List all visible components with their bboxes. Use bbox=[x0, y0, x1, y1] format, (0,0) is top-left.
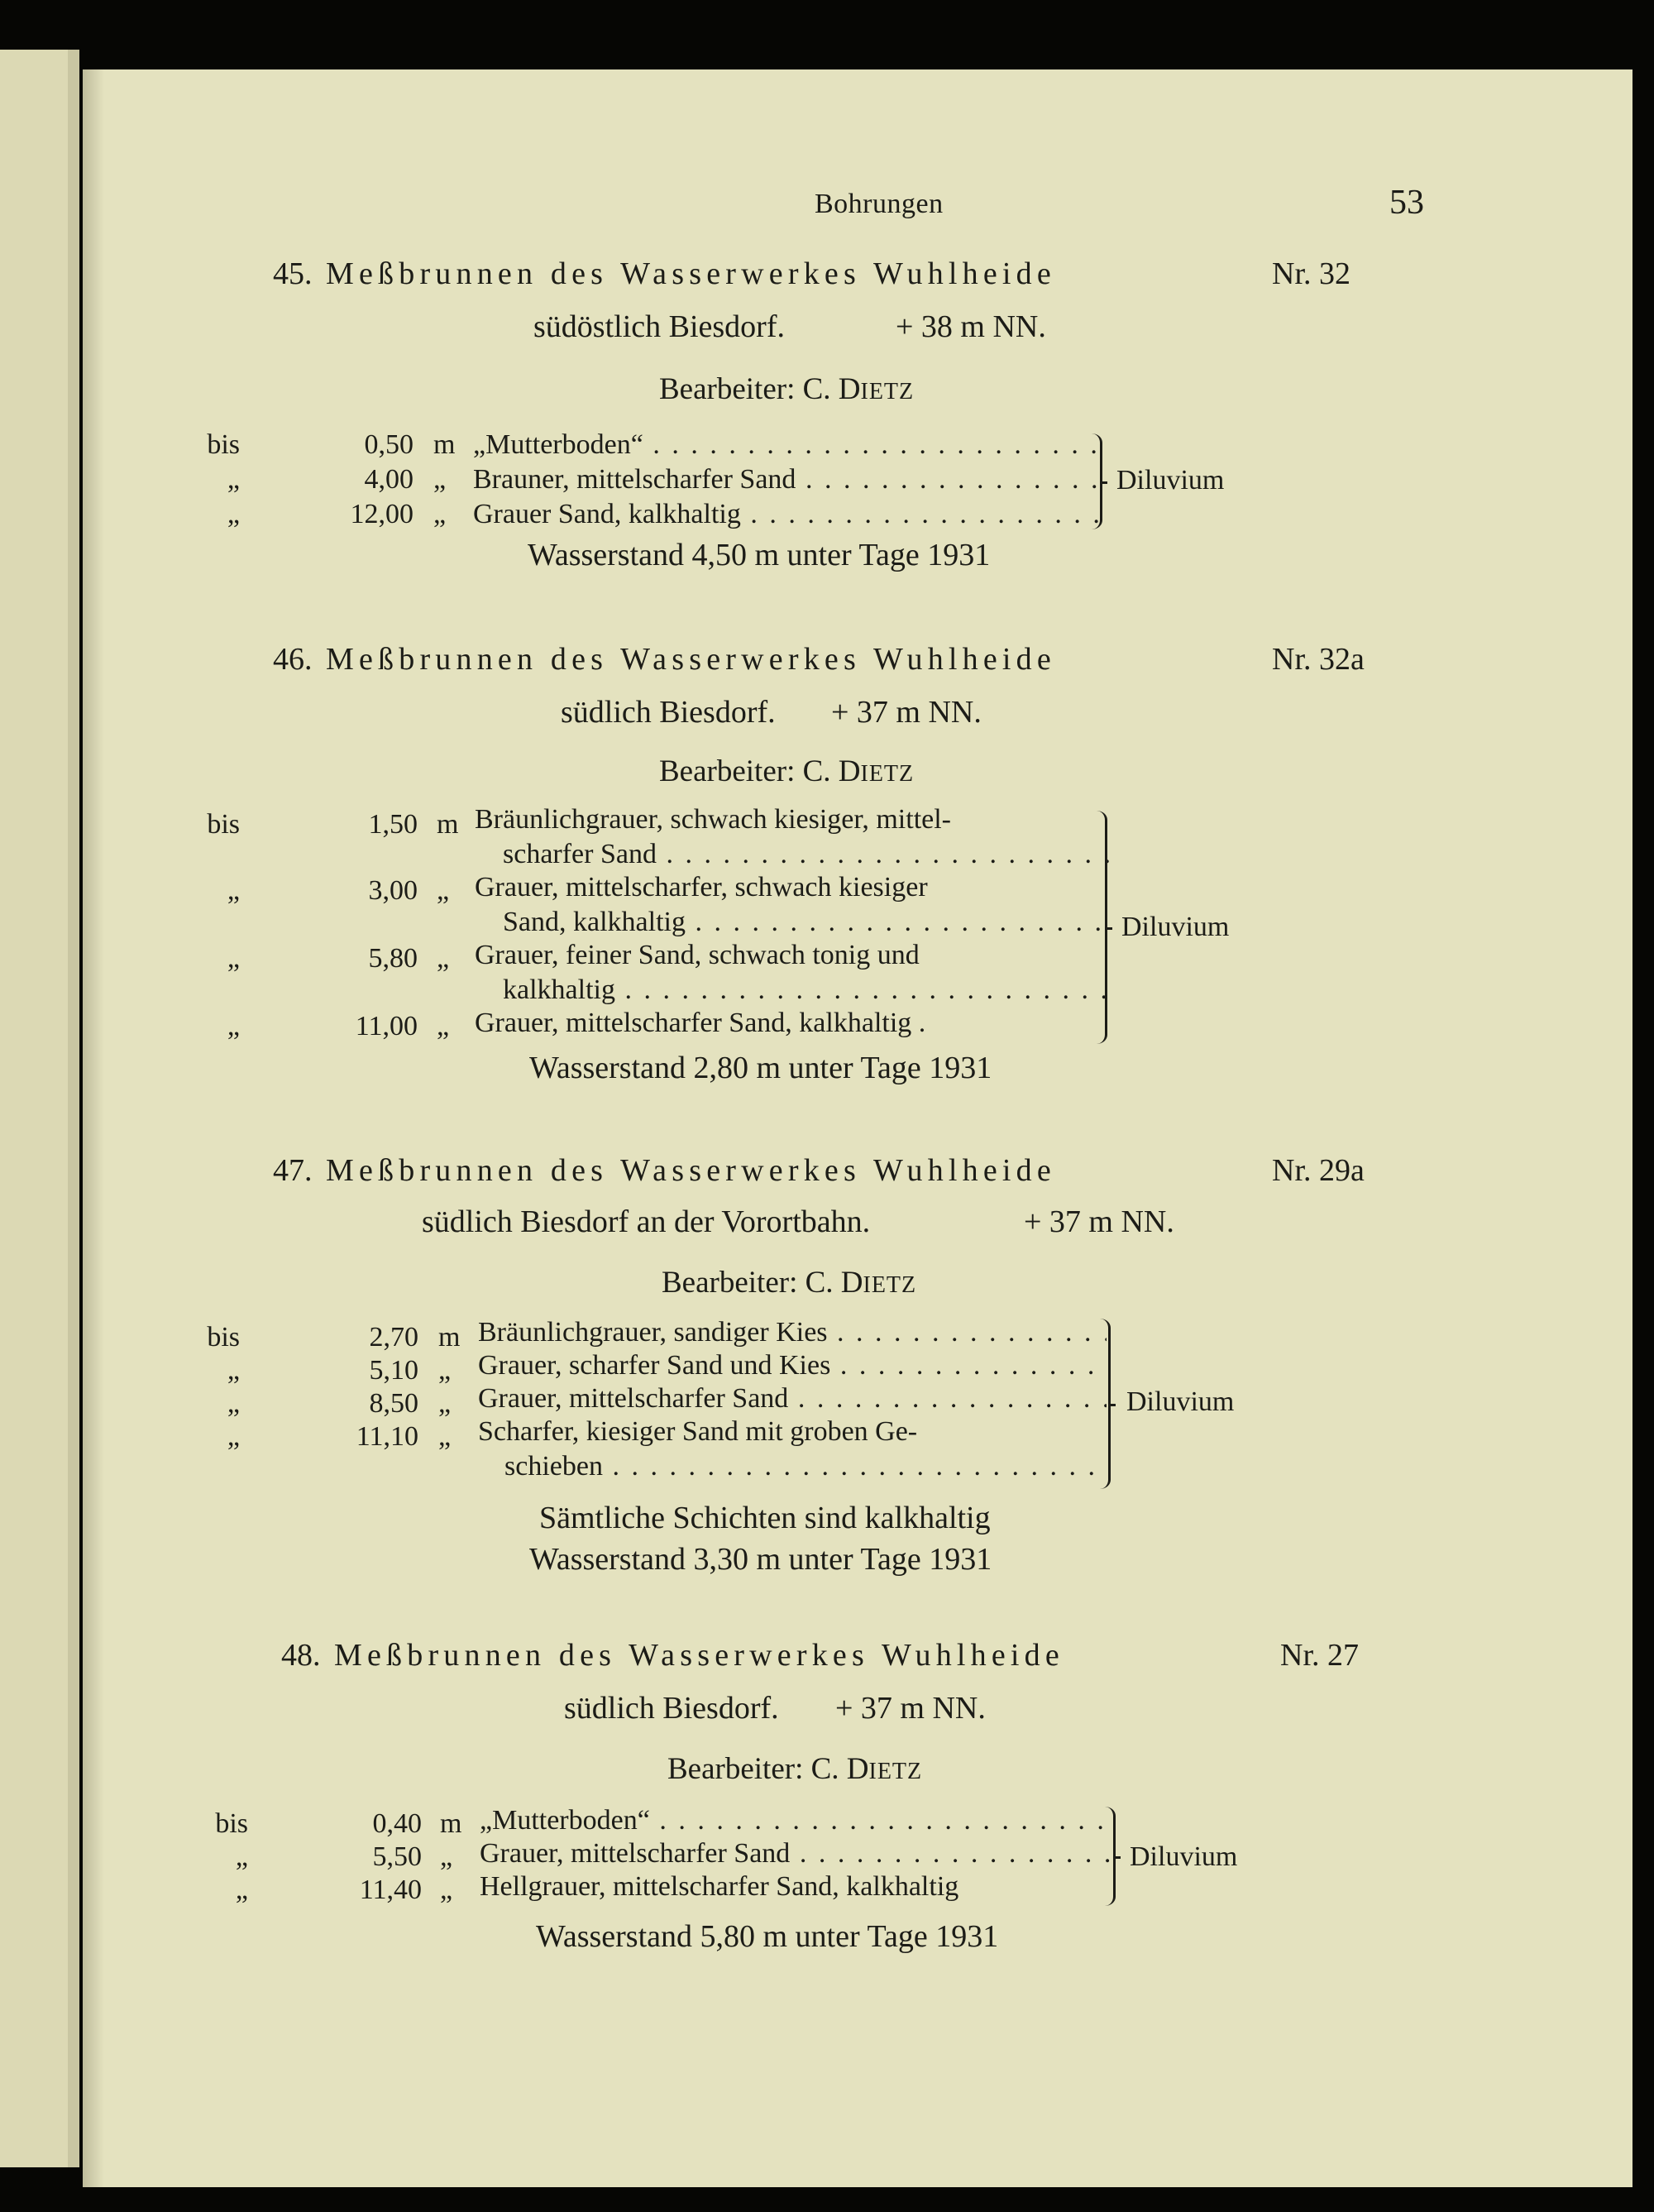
entry-well-nr: Nr. 32a bbox=[1272, 642, 1365, 677]
entry-location: südlich Biesdorf. bbox=[564, 1691, 779, 1726]
entry-location: südlich Biesdorf. bbox=[561, 695, 776, 730]
entry-number: 45. bbox=[273, 256, 313, 291]
stratigraphy-label: Diluvium bbox=[1130, 1841, 1238, 1872]
entry-well-nr: Nr. 29a bbox=[1272, 1153, 1365, 1188]
entry-elevation: + 37 m NN. bbox=[1024, 1204, 1174, 1239]
water-level: Wasserstand 2,80 m unter Tage 1931 bbox=[529, 1051, 992, 1085]
entry-heading: 47. Meßbrunnen des Wasserwerkes Wuhlheide bbox=[273, 1153, 1056, 1188]
stratigraphy-brace bbox=[1105, 1807, 1116, 1906]
entry-heading bbox=[273, 258, 1056, 290]
stratigraphy-brace bbox=[1100, 1319, 1111, 1489]
previous-page-edge bbox=[0, 50, 68, 2167]
page-number: 53 bbox=[1389, 184, 1424, 222]
entry-location: südöstlich Biesdorf. bbox=[533, 309, 785, 344]
entry-location: südlich Biesdorf an der Vorortbahn. bbox=[422, 1204, 871, 1239]
entry-well-nr: Nr. 32 bbox=[1272, 256, 1350, 291]
entry-elevation: + 37 m NN. bbox=[835, 1691, 986, 1726]
water-level: Wasserstand 3,30 m unter Tage 1931 bbox=[529, 1542, 992, 1577]
stratigraphy-brace bbox=[1097, 811, 1107, 1044]
note: Sämtliche Schichten sind kalkhaltig bbox=[539, 1501, 991, 1535]
water-level: Wasserstand 5,80 m unter Tage 1931 bbox=[536, 1919, 999, 1954]
water-level: Wasserstand 4,50 m unter Tage 1931 bbox=[528, 538, 991, 572]
book-page: Bohrungen 53 45. Meßbrunnen des Wasserwerkes Wuhlheide Nr. 32 südöstlich Biesdorf. + 38 m NN. Bearbeiter: C. DIETZ bis 0,50 m „Mutterboden“ . . . „ 4,00 „ Brauner, mittelscharfer Sand . . . „ 12,00 „ Grauer Sand, kalkhaltig . . . Diluvium Wasserstand 4,50 m unter Tage 1931 46. Meßbrunnen des Wasserwerkes Wuhlheide Nr. 32a südlich Biesdorf. + 37 m NN. Bearbeiter: C. DIETZ bis 1,50 m Bräunlichgrauer, schwach kiesiger, mittel- scharfer Sand . . . „ 3,00 „ Grauer, mittelscharfer, schwach kiesiger Sand, kalkhaltig . . . „ 5,80 „ Grauer, feiner Sand, schwach tonig und kalkhaltig . . . „ 11,00 „ Grauer, mittelscharfer Sand, kalkhaltig . Diluvium Wasserstand 2,80 m unter Tage 1931 47. Meßbrunnen des Wasserwerkes Wuhlheide Nr. 29a südlich Biesdorf an der Vorortbahn. + 37 m NN. Bearbeiter: C. DIETZ bis 2,70 m Bräunlichgrauer, sandiger Kies . . . „ 5,10 „ Grauer, scharfer Sand und Kies . . . „ 8,50 „ Grauer, mittelscharfer Sand . . . „ 11,10 „ Scharfer, kiesiger Sand mit groben Ge- schieben . . . Diluvium Sämtliche Schichten sind kalkhaltig Wasserstand 3,30 m unter Tage 1931 48. Meßbrunnen des Wasserwerkes Wuhlheide Nr. 27 südlich Biesdorf. + 37 m NN. Bearbeiter: C. DIETZ bis 0,40 m „Mutterboden“ . . . „ 5,50 „ Grauer, mittelscharfer Sand . . . „ 11,40 „ Hellgrauer, mittelscharfer Sand, kalkhaltig Diluvium Wasserstand 5,80 m unter Tage 1931 bbox=[83, 69, 1632, 2187]
stratigraphy-label: Diluvium bbox=[1126, 1386, 1235, 1417]
entry-editor: Bearbeiter: C. DIETZ bbox=[659, 372, 915, 406]
entry-elevation: + 37 m NN. bbox=[831, 695, 982, 730]
entry-editor: Bearbeiter: C. DIETZ bbox=[662, 1266, 917, 1300]
running-head: Bohrungen bbox=[815, 189, 944, 219]
entry-title: Meßbrunnen des Wasserwerkes Wuhlheide bbox=[326, 256, 1056, 291]
entry-editor: Bearbeiter: C. DIETZ bbox=[667, 1752, 923, 1786]
stratigraphy-label: Diluvium bbox=[1116, 465, 1225, 496]
page-gutter bbox=[68, 50, 79, 2167]
entry-heading: 48. Meßbrunnen des Wasserwerkes Wuhlheide bbox=[281, 1638, 1064, 1673]
entry-editor: Bearbeiter: C. DIETZ bbox=[659, 754, 915, 788]
entry-well-nr: Nr. 27 bbox=[1280, 1638, 1359, 1673]
entry-heading: 46. Meßbrunnen des Wasserwerkes Wuhlheide bbox=[273, 642, 1056, 677]
entry-elevation: + 38 m NN. bbox=[896, 309, 1046, 344]
stratigraphy-brace bbox=[1092, 433, 1102, 529]
stratigraphy-label: Diluvium bbox=[1121, 912, 1230, 942]
